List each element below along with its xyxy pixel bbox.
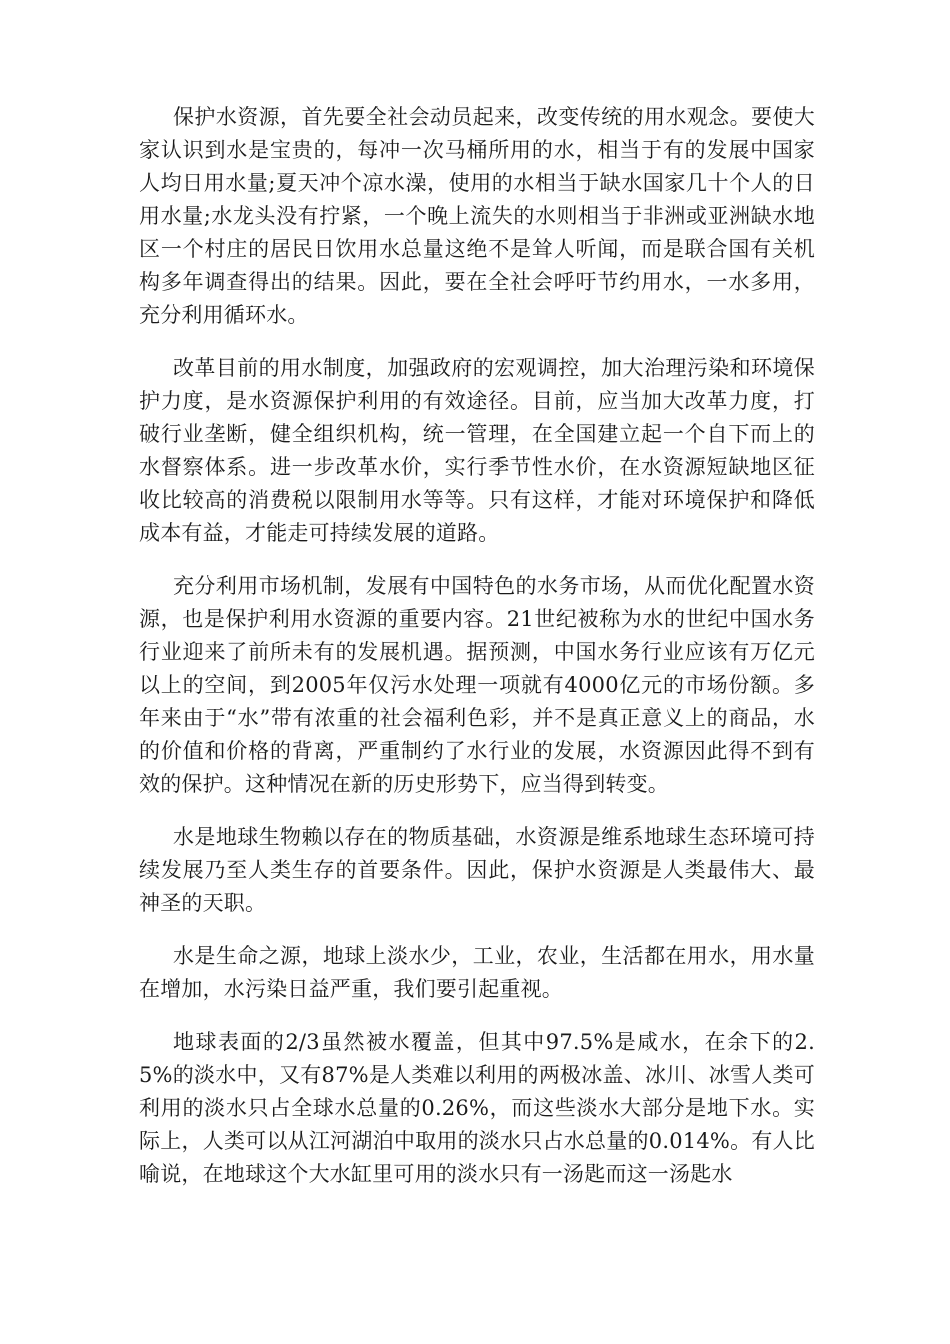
paragraph: 改革目前的用水制度，加强政府的宏观调控，加大治理污染和环境保护力度，是水资源保护利用的有效途径。目前，应当加大改革力度，打破行业垄断，健全组织机构，统一管理，在全国建立起一个自下而上的水督察体系。进一步改革水价，实行季节性水价，在水资源短缺地区征收比较高的消费税以限制用水等等。只有这样，才能对环境保护和降低成本有益，才能走可持续发展的道路。 [139, 356, 815, 545]
paragraph: 水是生命之源，地球上淡水少，工业，农业，生活都在用水，用水量在增加，水污染日益严重，我们要引起重视。 [139, 944, 815, 1001]
paragraph: 地球表面的2/3虽然被水覆盖，但其中97.5%是咸水，在余下的2.5%的淡水中，又有87%是人类难以利用的两极冰盖、冰川、冰雪人类可利用的淡水只占全球水总量的0.26%，而这些淡水大部分是地下水。实际上，人类可以从江河湖泊中取用的淡水只占水总量的0.014%。有人比喻说，在地球这个大水缸里可用的淡水只有一汤匙而这一汤匙水 [139, 1030, 815, 1186]
paragraph: 水是地球生物赖以存在的物质基础，水资源是维系地球生态环境可持续发展乃至人类生存的首要条件。因此，保护水资源是人类最伟大、最神圣的天职。 [139, 825, 815, 915]
paragraph: 充分利用市场机制，发展有中国特色的水务市场，从而优化配置水资源，也是保护利用水资源的重要内容。21世纪被称为水的世纪中国水务行业迎来了前所未有的发展机遇。据预测，中国水务行业应该有万亿元以上的空间，到2005年仅污水处理一项就有4000亿元的市场份额。多年来由于“水”带有浓重的社会福利色彩，并不是真正意义上的商品，水的价值和价格的背离，严重制约了水行业的发展，水资源因此得不到有效的保护。这种情况在新的历史形势下，应当得到转变。 [139, 574, 815, 796]
paragraph: 保护水资源，首先要全社会动员起来，改变传统的用水观念。要使大家认识到水是宝贵的，每冲一次马桶所用的水，相当于有的发展中国家人均日用水量;夏天冲个凉水澡，使用的水相当于缺水国家几十个人的日用水量;水龙头没有拧紧，一个晚上流失的水则相当于非洲或亚洲缺水地区一个村庄的居民日饮用水总量这绝不是耸人听闻，而是联合国有关机构多年调查得出的结果。因此，要在全社会呼吁节约用水，一水多用，充分利用循环水。 [139, 105, 815, 327]
document-body [139, 101, 815, 1211]
